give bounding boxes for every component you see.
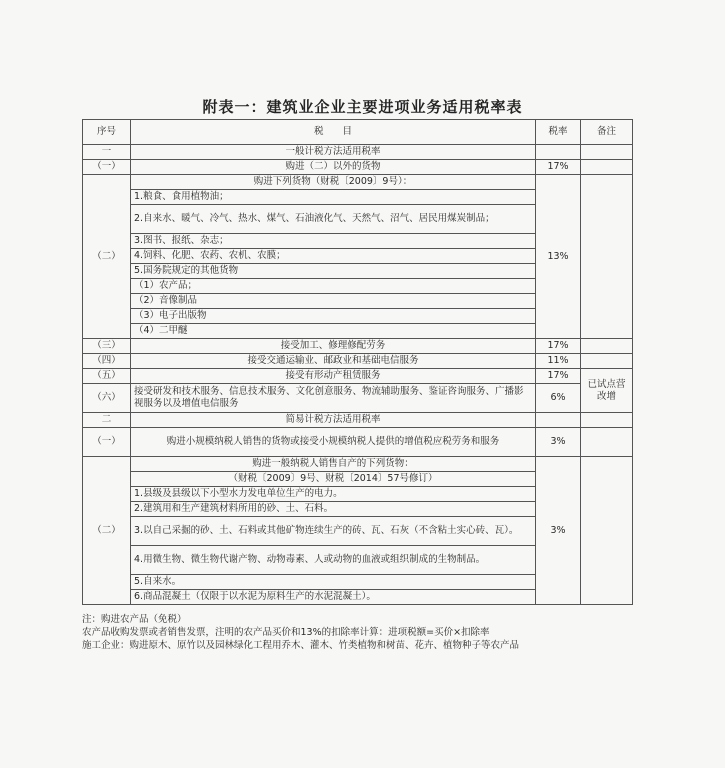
row-item: 2.建筑用和生产建筑材料所用的砂、土、石料。 bbox=[131, 502, 536, 517]
table-row bbox=[83, 457, 633, 472]
row-item: 4.用微生物、微生物代谢产物、动物毒素、人或动物的血液或组织制成的生物制品。 bbox=[131, 546, 536, 575]
row-seq: 一 bbox=[83, 145, 131, 160]
row-item: 接受交通运输业、邮政业和基础电信服务 bbox=[131, 354, 536, 369]
row-rate: 13% bbox=[536, 175, 581, 339]
row-seq: 二 bbox=[83, 413, 131, 428]
table-row bbox=[83, 160, 633, 175]
header-item: 税 目 bbox=[131, 120, 536, 145]
row-rate bbox=[536, 145, 581, 160]
row-item: （4）二甲醚 bbox=[131, 324, 536, 339]
row-remark bbox=[581, 160, 633, 175]
row-item: （3）电子出版物 bbox=[131, 309, 536, 324]
row-rate: 17% bbox=[536, 339, 581, 354]
table-header-row bbox=[83, 120, 633, 145]
row-item: 接受加工、修理修配劳务 bbox=[131, 339, 536, 354]
row-item: 接受研发和技术服务、信息技术服务、文化创意服务、物流辅助服务、鉴证咨询服务、广播影视服务以及增值电信服务 bbox=[131, 384, 536, 413]
header-seq: 序号 bbox=[83, 120, 131, 145]
note-line: 注：购进农产品（免税） bbox=[82, 614, 187, 625]
note-line: 施工企业：购进原木、原竹以及园林绿化工程用乔木、灌木、竹类植物和树苗、花卉、植物种子等农产品 bbox=[82, 639, 520, 651]
row-remark bbox=[581, 354, 633, 369]
row-item: 5.国务院规定的其他货物 bbox=[131, 264, 536, 279]
row-seq: （一） bbox=[83, 428, 131, 457]
row-item: 一般计税方法适用税率 bbox=[131, 145, 536, 160]
row-item: 4.饲料、化肥、农药、农机、农膜； bbox=[131, 249, 536, 264]
row-remark bbox=[581, 428, 633, 457]
row-seq: （一） bbox=[83, 160, 131, 175]
row-item: 购进（二）以外的货物 bbox=[131, 160, 536, 175]
table-row bbox=[83, 145, 633, 160]
row-seq: （四） bbox=[83, 354, 131, 369]
table-row bbox=[83, 384, 633, 413]
table-notes bbox=[82, 614, 632, 652]
row-item: 5.自来水。 bbox=[131, 575, 536, 590]
row-item: 3.以自己采掘的砂、土、石料或其他矿物连续生产的砖、瓦、石灰（不含粘土实心砖、瓦）。 bbox=[131, 517, 536, 546]
row-seq: （三） bbox=[83, 339, 131, 354]
row-rate: 11% bbox=[536, 354, 581, 369]
table-row bbox=[83, 175, 633, 190]
row-item: （2）音像制品 bbox=[131, 294, 536, 309]
row-item: 1.县级及县级以下小型水力发电单位生产的电力。 bbox=[131, 487, 536, 502]
row-remark bbox=[581, 339, 633, 354]
row-rate: 17% bbox=[536, 160, 581, 175]
row-item: 2.自来水、暖气、冷气、热水、煤气、石油液化气、天然气、沼气、居民用煤炭制品； bbox=[131, 205, 536, 234]
row-item: 购进下列货物（财税〔2009〕9号）： bbox=[131, 175, 536, 190]
row-remark: 已试点营改增 bbox=[581, 369, 633, 413]
row-item: 购进一般纳税人销售自产的下列货物： bbox=[131, 457, 536, 472]
table-row bbox=[83, 413, 633, 428]
row-remark bbox=[581, 413, 633, 428]
tax-rate-table bbox=[82, 119, 633, 605]
row-seq: （六） bbox=[83, 384, 131, 413]
row-rate: 17% bbox=[536, 369, 581, 384]
table-row bbox=[83, 354, 633, 369]
row-remark bbox=[581, 175, 633, 339]
row-item: 接受有形动产租赁服务 bbox=[131, 369, 536, 384]
row-item: （1）农产品； bbox=[131, 279, 536, 294]
row-item: 购进小规模纳税人销售的货物或接受小规模纳税人提供的增值税应税劳务和服务 bbox=[131, 428, 536, 457]
row-item: （财税〔2009〕9号、财税〔2014〕57号修订） bbox=[131, 472, 536, 487]
header-remark: 备注 bbox=[581, 120, 633, 145]
table-row bbox=[83, 339, 633, 354]
table-row bbox=[83, 428, 633, 457]
row-rate: 6% bbox=[536, 384, 581, 413]
row-seq: （二） bbox=[83, 175, 131, 339]
header-rate: 税率 bbox=[536, 120, 581, 145]
row-remark bbox=[581, 457, 633, 605]
page-title: 附表一：建筑业企业主要进项业务适用税率表 bbox=[202, 98, 523, 116]
row-seq: （二） bbox=[83, 457, 131, 605]
note-line: 农产品收购发票或者销售发票，注明的农产品买价和13%的扣除率计算：进项税额=买价×扣除率 bbox=[82, 626, 490, 638]
row-remark bbox=[581, 145, 633, 160]
row-item: 1.粮食、食用植物油； bbox=[131, 190, 536, 205]
row-seq: （五） bbox=[83, 369, 131, 384]
row-rate bbox=[536, 413, 581, 428]
row-rate: 3% bbox=[536, 457, 581, 605]
row-item: 3.图书、报纸、杂志； bbox=[131, 234, 536, 249]
row-item: 简易计税方法适用税率 bbox=[131, 413, 536, 428]
row-rate: 3% bbox=[536, 428, 581, 457]
row-item: 6.商品混凝土（仅限于以水泥为原料生产的水泥混凝土）。 bbox=[131, 590, 536, 605]
table-row bbox=[83, 369, 633, 384]
